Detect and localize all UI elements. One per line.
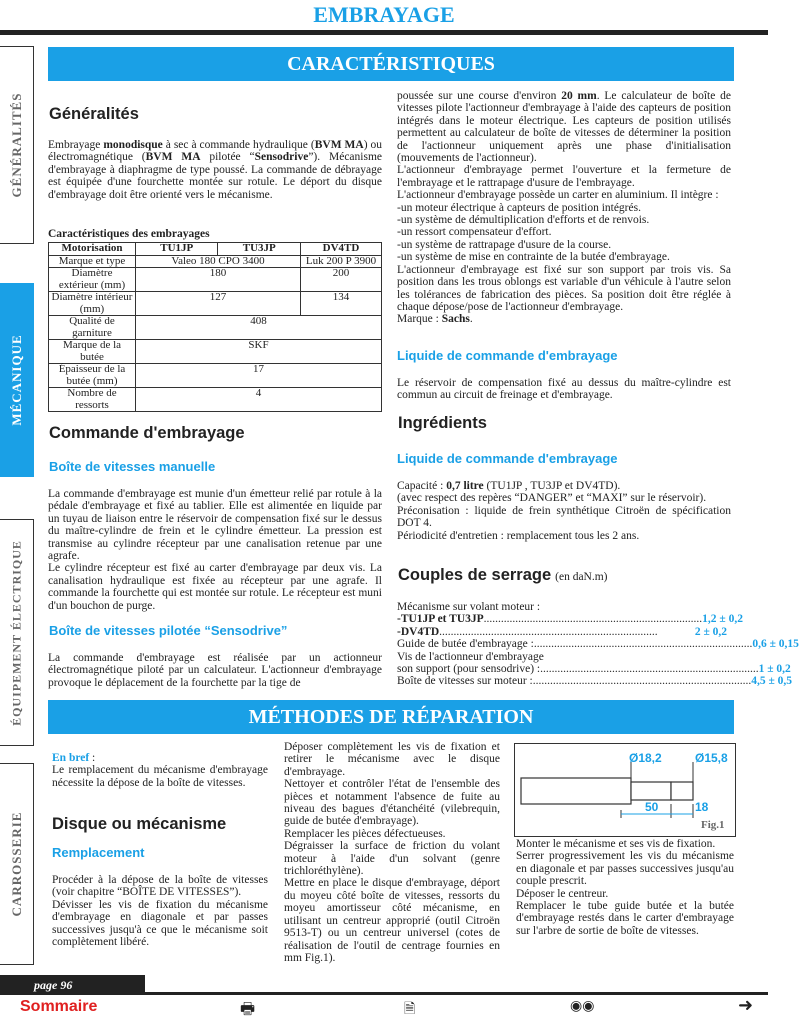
liquide-text: Le réservoir de compensation fixé au dessus du maître-cylindre est commun au circuit de freinage et d'embrayage. xyxy=(397,377,731,402)
table-row xyxy=(49,364,382,388)
list-item: Vis de l'actionneur d'embrayage xyxy=(397,650,544,663)
remplacement-text: Procéder à la dépose de la boîte de vitesses (voir chapitre “BOÎTE DE VITESSES”). Dévisser les vis de fixation du mécanisme d'embrayage en diagonale et par passes successives jusqu'à ce que le mécanisme soit complètement libéré. xyxy=(52,874,268,949)
table-cell: 127 xyxy=(136,292,301,316)
search-icon[interactable]: ◉◉ xyxy=(570,999,595,1014)
dimension-label: Ø15,8 xyxy=(695,751,728,765)
list-item: son support (pour sensodrive) : ............................................................................ 1 ± 0,2 xyxy=(397,663,791,676)
table-cell: Diamètre extérieur (mm) xyxy=(49,268,136,292)
side-tab-carrosserie[interactable] xyxy=(0,763,34,965)
bv-manuelle-text: La commande d'embrayage est munie d'un émetteur relié par rotule à la pédale d'embrayage et fixé au tablier. Elle est alimentée en liquide par un tuyau de liaison entre le réservoir de compensation fixé sur le dessus du maître-cylindre de frein et le cylindre émetteur. La pression est transmise au cylindre récepteur par une canalisation retenue par une agrafe. Le cylindre récepteur est fixé au carter d'embrayage par deux vis. La canalisation hydraulique est fixée au récepteur par une agrafe. Il commande la fourchette qui est montée sur rotule. Le récepteur est muni d'un bouchon de purge. xyxy=(48,488,382,612)
side-tab-mecanique[interactable] xyxy=(0,283,34,477)
table-header: Motorisation xyxy=(49,243,136,256)
table-cell: 408 xyxy=(136,316,382,340)
list-item: Guide de butée d'embrayage : ............................................................................ 0,6 ± 0,15 xyxy=(397,638,799,651)
side-tab-label: CARROSSERIE xyxy=(8,811,24,917)
table-row xyxy=(49,292,382,316)
table-row xyxy=(49,268,382,292)
table-cell: Qualité de garniture xyxy=(49,316,136,340)
couples-list: Mécanisme sur volant moteur : -TU1JP et TU3JP ............................................................................ 1,2 ± 0,2 -DV4TD ............................................................................ 2 ± 0,2 Guide de butée d'embrayage : ............................................................................ 0,6 ± 0,15 Vis de l'actionneur d'embrayage son support (pour sensodrive) : ............................................................................ 1 ± 0,2 Boîte de vitesses sur moteur : ............................................................................ 4,5 ± 0,5 xyxy=(397,601,799,688)
list-item: Boîte de vitesses sur moteur : ............................................................................ 4,5 ± 0,5 xyxy=(397,675,793,688)
generalites-title: Généralités xyxy=(49,105,139,123)
dimension-label: 18 xyxy=(695,800,709,814)
side-tab-generalites[interactable] xyxy=(0,46,34,244)
table-header: TU3JP xyxy=(218,243,301,256)
table-row xyxy=(49,340,382,364)
table-cell: Marque de la butée xyxy=(49,340,136,364)
figure-1 xyxy=(514,743,736,837)
table-cell: Luk 200 P 3900 xyxy=(301,255,382,268)
table-cell: Épaisseur de la butée (mm) xyxy=(49,364,136,388)
remplacement-title: Remplacement xyxy=(52,845,145,860)
generalites-text: Embrayage monodisque à sec à commande hydraulique (BVM MA) ou électromagnétique (BVM MA pilotée “Sensodrive”). Mécanisme d'embrayage à diaphragme de type poussé. La commande de débrayage est équipée d'une fourchette montée sur rotule. Le déport du disque d'embrayage doit être orienté vers le mécanisme. xyxy=(48,139,382,201)
actionneur-text: poussée sur une course d'environ 20 mm. Le calculateur de boîte de vitesses pilote l'actionneur d'embrayage à l'aide des capteurs de position intégrés dans le moteur électrique. Les capteurs de position utilisés permettent au calculateur de boîte de vitesses de déterminer la position de l'actionneur uniquement après une phase d'initialisation (mouvements de l'actionneur). L'actionneur d'embrayage permet l'ouverture et la fermeture de l'embrayage et le rattrapage d'usure de l'embrayage. L'actionneur d'embrayage possède un carter en aluminium. Il intègre : -un moteur électrique à capteurs de position intégrés. -un système de démultiplication d'efforts et de renvois. -un ressort compensateur d'effort. -un système de rattrapage d'usure de la course. -un système de mise en contrainte de la butée d'embrayage. L'actionneur d'embrayage est fixé sur son support par trois vis. Sa position dans les trous oblongs est variable d'un véhicule à l'autre selon les tolérances de fabrication des pièces. Sa position doit être réglée à chaque dépose/pose de l'actionneur d'embrayage. Marque : Sachs. xyxy=(397,90,731,326)
methodes-banner: MÉTHODES DE RÉPARATION xyxy=(48,700,734,734)
sommaire-link[interactable]: Sommaire xyxy=(20,998,98,1015)
side-tab-label: GÉNÉRALITÉS xyxy=(8,92,24,198)
next-arrow-icon[interactable]: ➜ xyxy=(738,995,754,1015)
side-tab-equipement-electrique[interactable] xyxy=(0,519,34,746)
bv-pilotee-text: La commande d'embrayage est réalisée par un actionneur électromagnétique piloté par un calculateur. L'actionneur d'embrayage provoque le déplacement de la fourchette par la tige de xyxy=(48,652,382,689)
list-item: -TU1JP et TU3JP ............................................................................ 1,2 ± 0,2 xyxy=(397,613,743,626)
table-cell: 4 xyxy=(136,388,382,412)
table-cell: 180 xyxy=(136,268,301,292)
liquide2-title: Liquide de commande d'embrayage xyxy=(397,451,618,466)
ingredients-text: Capacité : 0,7 litre (TU1JP , TU3JP et DV4TD). (avec respect des repères “DANGER” et “MAXI” sur le réservoir). Préconisation : liquide de frein synthétique Citroën de spécification DOT 4. Périodicité d'entretien : remplacement tous les 2 ans. xyxy=(397,480,731,542)
commande-title: Commande d'embrayage xyxy=(49,424,245,442)
side-tab-label: ÉQUIPEMENT ÉLECTRIQUE xyxy=(9,539,23,726)
table-row xyxy=(49,255,382,268)
bv-pilotee-title: Boîte de vitesses pilotée “Sensodrive” xyxy=(49,623,288,638)
list-item: -DV4TD ............................................................................ 2 ± 0,2 xyxy=(397,625,727,638)
document-icon[interactable]: 🗎 xyxy=(404,1002,416,1017)
table-header: DV4TD xyxy=(301,243,382,256)
spec-table xyxy=(48,242,382,412)
table-row xyxy=(49,388,382,412)
disque-title: Disque ou mécanisme xyxy=(52,815,227,833)
liquide-title: Liquide de commande d'embrayage xyxy=(397,348,618,363)
section-banner: CARACTÉRISTIQUES xyxy=(48,47,734,81)
table-header-row xyxy=(49,243,382,256)
table-cell: SKF xyxy=(136,340,382,364)
bv-manuelle-title: Boîte de vitesses manuelle xyxy=(49,459,216,474)
table-cell: Diamètre intérieur (mm) xyxy=(49,292,136,316)
print-icon[interactable]: 🖶 xyxy=(240,1001,256,1018)
methodes-col2-text: Déposer complètement les vis de fixation et retirer le mécanisme avec le disque d'embrayage. Nettoyer et contrôler l'état de l'ensemble des pièces et notamment l'absence de fuite au niveau des bagues d'étanchéité (vilebrequin, guide de butée d'embrayage). Remplacer les pièces défectueuses. Dégraisser la surface de friction du volant moteur à l'aide d'un solvant (genre trichloréthylène). Mettre en place le disque d'embrayage, déport du moyeu côté boîte de vitesses, ressorts du moyeu amortisseur côté mécanisme, en utilisant un centreur approprié (outil Citroën 9513-T) ou un centreur universel (cotes de réalisation de l'outil de centrage fournies en mm Fig.1). xyxy=(284,741,500,964)
table-header: TU1JP xyxy=(136,243,218,256)
page-number: page 96 xyxy=(0,975,145,995)
footer-rule xyxy=(0,992,768,995)
table-cell: Nombre de ressorts xyxy=(49,388,136,412)
table-row xyxy=(49,316,382,340)
table-cell: 200 xyxy=(301,268,382,292)
table-cell: Valeo 180 CPO 3400 xyxy=(136,255,301,268)
dimension-label: 50 xyxy=(645,800,659,814)
methodes-col3-text: Monter le mécanisme et ses vis de fixation. Serrer progressivement les vis du mécanisme en diagonale et par passes successives jusqu'au couple prescrit. Déposer le centreur. Remplacer le tube guide butée et la butée d'embrayage restés dans le carter d'embrayage sur l'arbre de sortie de boîte de vitesses. xyxy=(516,838,734,937)
table-cell: Marque et type xyxy=(49,255,136,268)
page-title: EMBRAYAGE xyxy=(313,2,455,27)
dimension-label: Ø18,2 xyxy=(629,751,662,765)
en-bref: En bref : Le remplacement du mécanisme d'embrayage nécessite la dépose de la boîte de vitesses. xyxy=(52,752,268,789)
table-cell: 134 xyxy=(301,292,382,316)
couples-heading: Couples de serrage (en daN.m) xyxy=(398,566,608,584)
table-cell: 17 xyxy=(136,364,382,388)
figure-caption: Fig.1 xyxy=(701,819,725,831)
table-title: Caractéristiques des embrayages xyxy=(48,228,210,240)
header-rule xyxy=(0,30,768,35)
ingredients-title: Ingrédients xyxy=(398,414,487,432)
side-tab-label: MÉCANIQUE xyxy=(8,334,24,426)
